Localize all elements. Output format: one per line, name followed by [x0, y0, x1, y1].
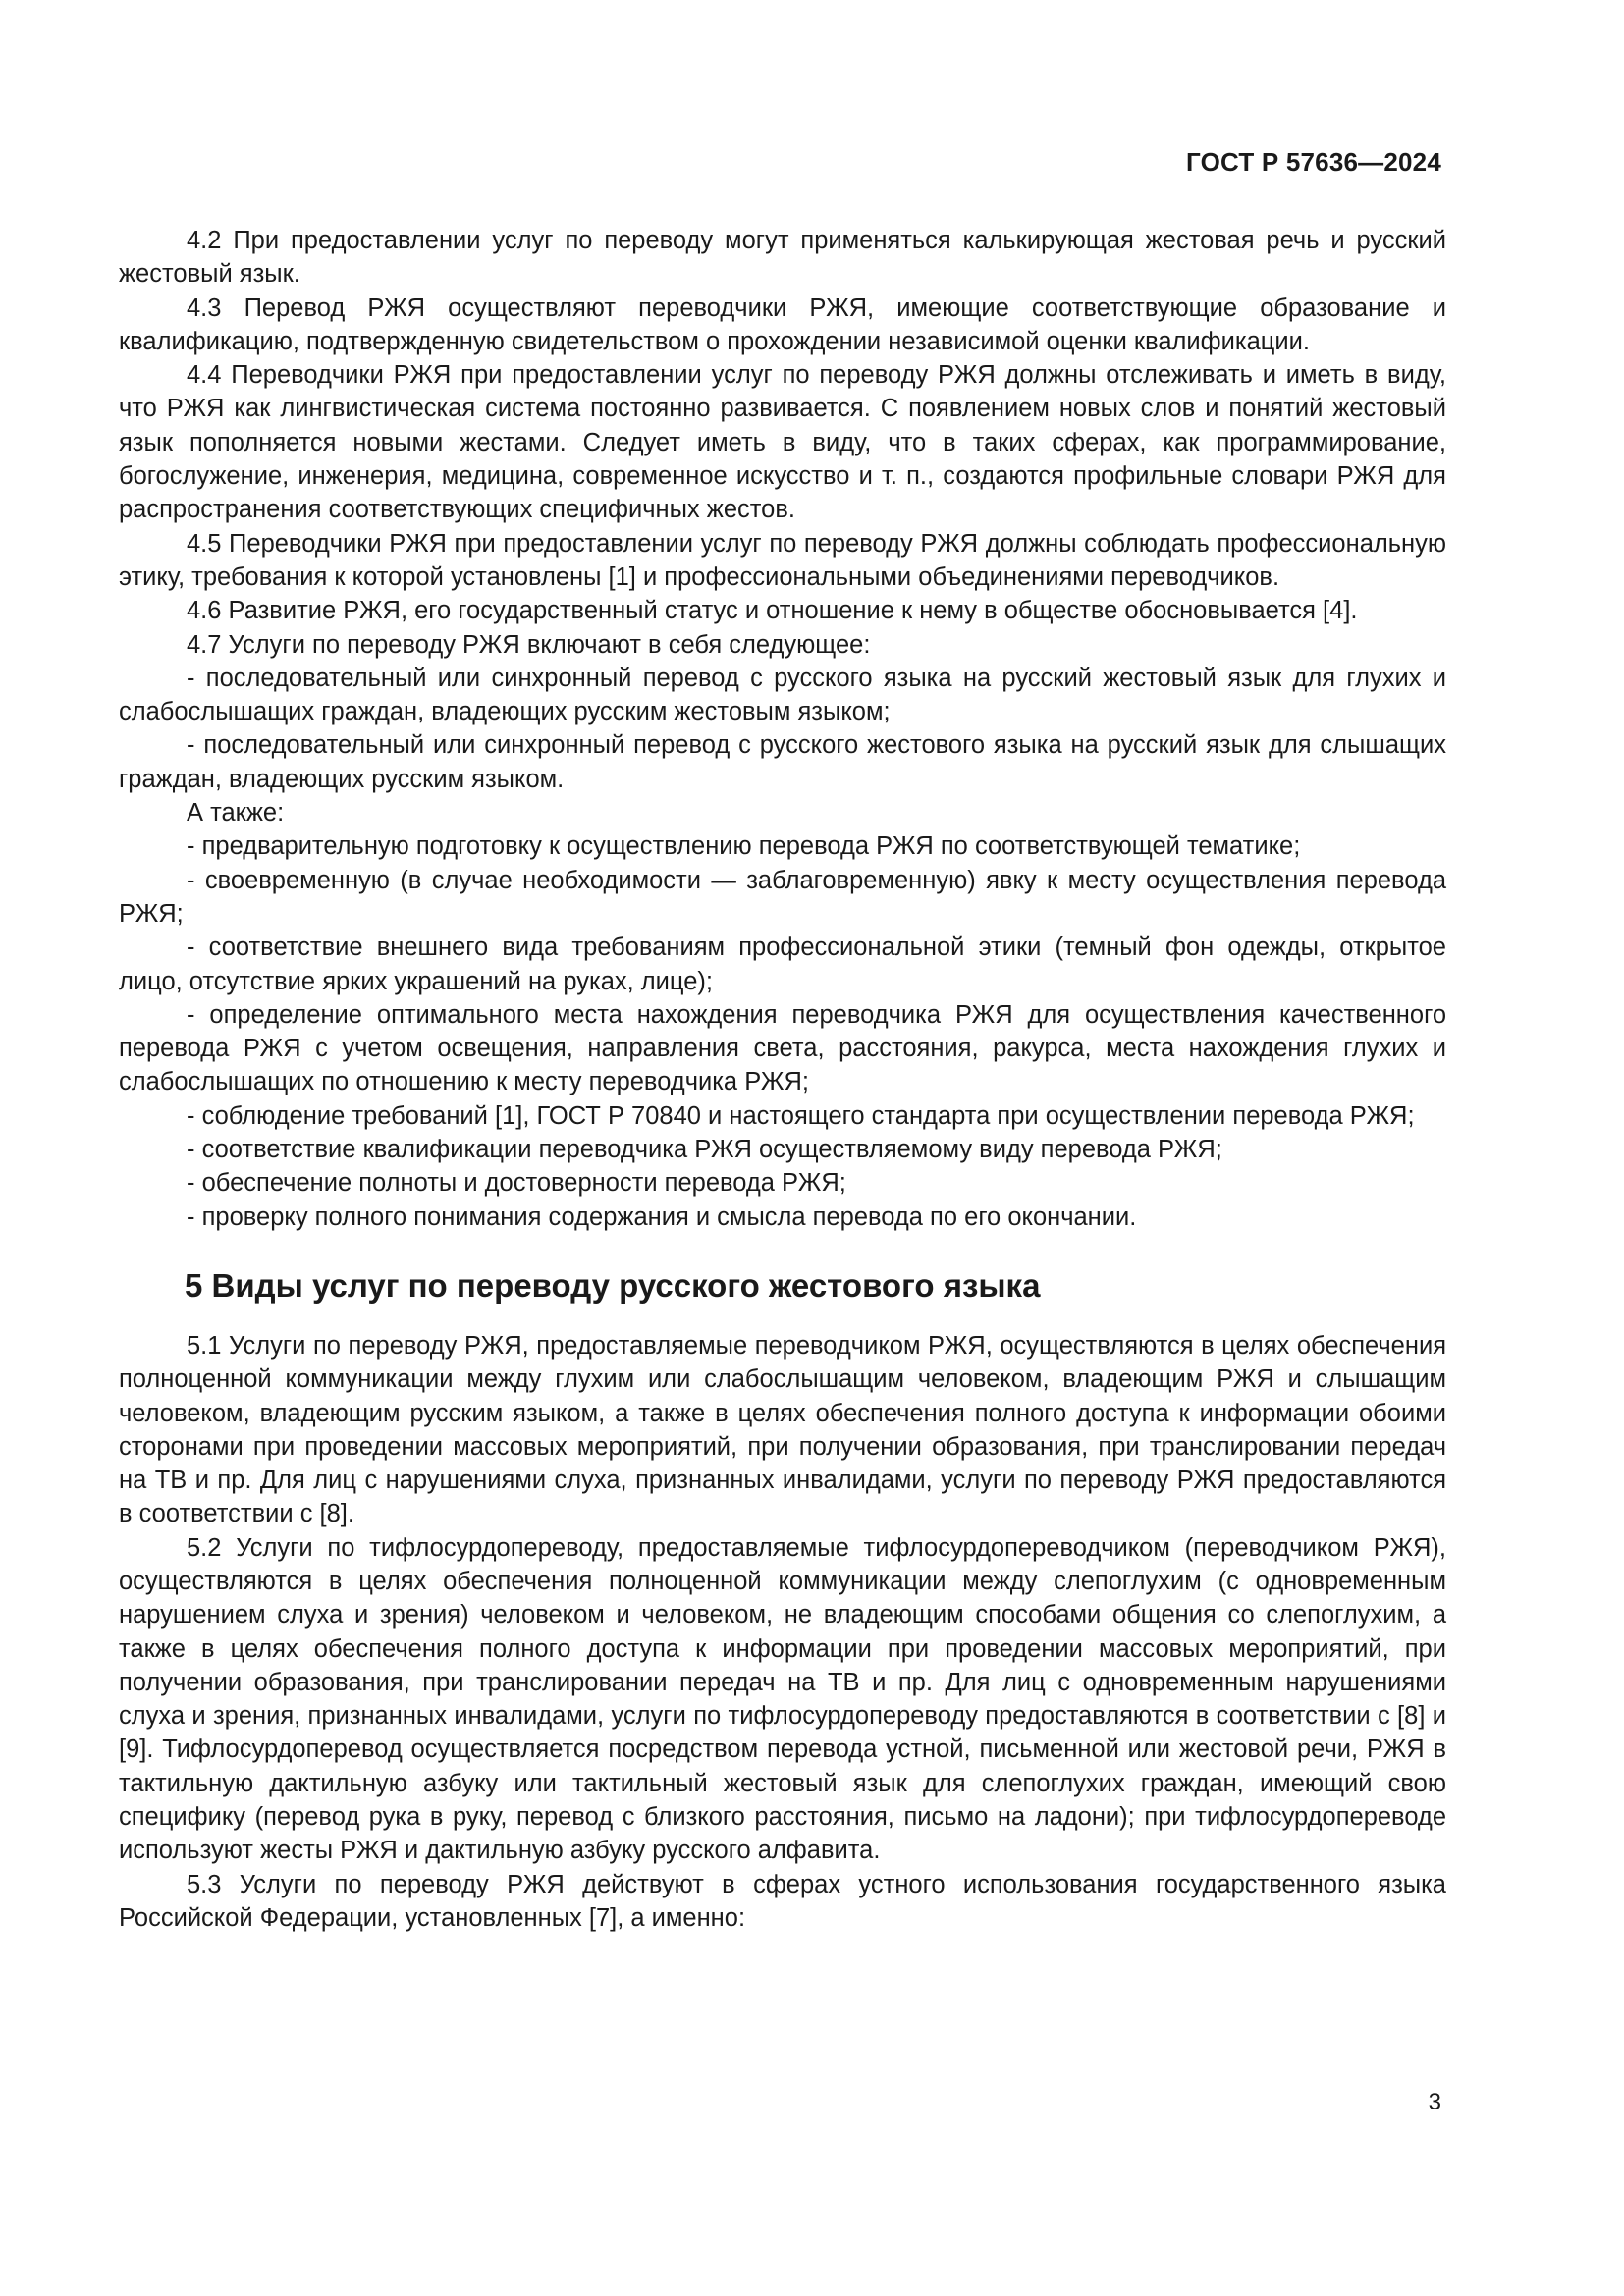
paragraph-5-1: 5.1 Услуги по переводу РЖЯ, предоставляемые переводчиком РЖЯ, осуществляются в целях обеспечения полноценной коммуникации между глухим или слабослышащим человеком, владеющим РЖЯ и слышащим человеком, владеющим русским языком, а также в целях обеспечения полного доступа к информации обоими сторонами при проведении массовых мероприятий, при получении образования, при транслировании передач на ТВ и пр. Для лиц с нарушениями слуха, признанных инвалидами, услуги по переводу РЖЯ предоставляются в соответствии с [8]. — [119, 1331, 1446, 1528]
list-item: - последовательный или синхронный перевод с русского жестового языка на русский язык для слышащих граждан, владеющих русским языком. — [119, 731, 1446, 793]
paragraph-4-7: 4.7 Услуги по переводу РЖЯ включают в себя следующее: — [187, 630, 871, 659]
list-item: - предварительную подготовку к осуществлению перевода РЖЯ по соответствующей тематике; — [187, 832, 1301, 861]
paragraph-4-3: 4.3 Перевод РЖЯ осуществляют переводчики РЖЯ, имеющие соответствующие образование и квалификацию, подтвержденную свидетельством о прохождении независимой оценки квалификации. — [119, 294, 1446, 355]
paragraph-5-3: 5.3 Услуги по переводу РЖЯ действуют в сферах устного использования государственного языка Российской Федерации, установленных [7], а именно: — [119, 1870, 1446, 1932]
document-body — [119, 224, 1446, 1935]
list-item: - обеспечение полноты и достоверности перевода РЖЯ; — [187, 1169, 846, 1198]
paragraph-4-2: 4.2 При предоставлении услуг по переводу могут применяться калькирующая жестовая речь и русский жестовый язык. — [119, 227, 1446, 289]
paragraph-4-6: 4.6 Развитие РЖЯ, его государственный статус и отношение к нему в обществе обосновывается [4]. — [187, 597, 1358, 625]
list-item: - последовательный или синхронный перевод с русского языка на русский жестовый язык для глухих и слабослышащих граждан, владеющих русским жестовым языком; — [119, 664, 1446, 726]
page-number: 3 — [1428, 2089, 1441, 2115]
list-item: - соблюдение требований [1], ГОСТ Р 70840 и настоящего стандарта при осуществлении перевода РЖЯ; — [187, 1101, 1415, 1130]
list-item: - определение оптимального места нахождения переводчика РЖЯ для осуществления качественного перевода РЖЯ с учетом освещения, направления света, расстояния, ракурса, места нахождения глухих и слабослышащих по отношению к месту переводчика РЖЯ; — [119, 1000, 1446, 1096]
paragraph-also: А также: — [187, 799, 285, 828]
list-item: - соответствие квалификации переводчика РЖЯ осуществляемому виду перевода РЖЯ; — [187, 1136, 1222, 1164]
section-heading: 5 Виды услуг по переводу русского жестового языка — [185, 1266, 1041, 1304]
list-item: - проверку полного понимания содержания и смысла перевода по его окончании. — [187, 1202, 1137, 1231]
paragraph-4-4: 4.4 Переводчики РЖЯ при предоставлении услуг по переводу РЖЯ должны отслеживать и иметь в виду, что РЖЯ как лингвистическая система постоянно развивается. С появлением новых слов и понятий жестовый язык пополняется новыми жестами. Следует иметь в виду, что в таких сферах, как программирование, богослужение, инженерия, медицина, современное искусство и т. п., создаются профильные словари РЖЯ для распространения соответствующих специфичных жестов. — [119, 361, 1446, 524]
list-item: - соответствие внешнего вида требованиям профессиональной этики (темный фон одежды, открытое лицо, отсутствие ярких украшений на руках, лице); — [119, 934, 1446, 995]
document-header: ГОСТ Р 57636—2024 — [1186, 147, 1441, 177]
list-item: - своевременную (в случае необходимости — заблаговременную) явку к месту осуществления перевода РЖЯ; — [119, 866, 1446, 928]
paragraph-4-5: 4.5 Переводчики РЖЯ при предоставлении услуг по переводу РЖЯ должны соблюдать профессиональную этику, требования к которой установлены [1] и профессиональными объединениями переводчиков. — [119, 529, 1446, 591]
paragraph-5-2: 5.2 Услуги по тифлосурдопереводу, предоставляемые тифлосурдопереводчиком (переводчиком РЖЯ), осуществляются в целях обеспечения полноценной коммуникации между слепоглухим (с одновременным нарушением слуха и зрения) человеком и человеком, не владеющим способами общения со слепоглухим, а также в целях обеспечения полного доступа к информации при проведении массовых мероприятий, при получении образования, при транслировании передач на ТВ и пр. Для лиц с одновременным нарушениями слуха и зрения, признанных инвалидами, услуги по тифлосурдопереводу предоставляются в соответствии с [8] и [9]. Тифлосурдоперевод осуществляется посредством перевода устной, письменной или жестовой речи, РЖЯ в тактильную дактильную азбуку или тактильный жестовый язык для слепоглухих граждан, имеющий свою специфику (перевод рука в руку, перевод с близкого расстояния, письмо на ладони); при тифлосурдопереводе используют жесты РЖЯ и дактильную азбуку русского алфавита. — [119, 1533, 1446, 1865]
